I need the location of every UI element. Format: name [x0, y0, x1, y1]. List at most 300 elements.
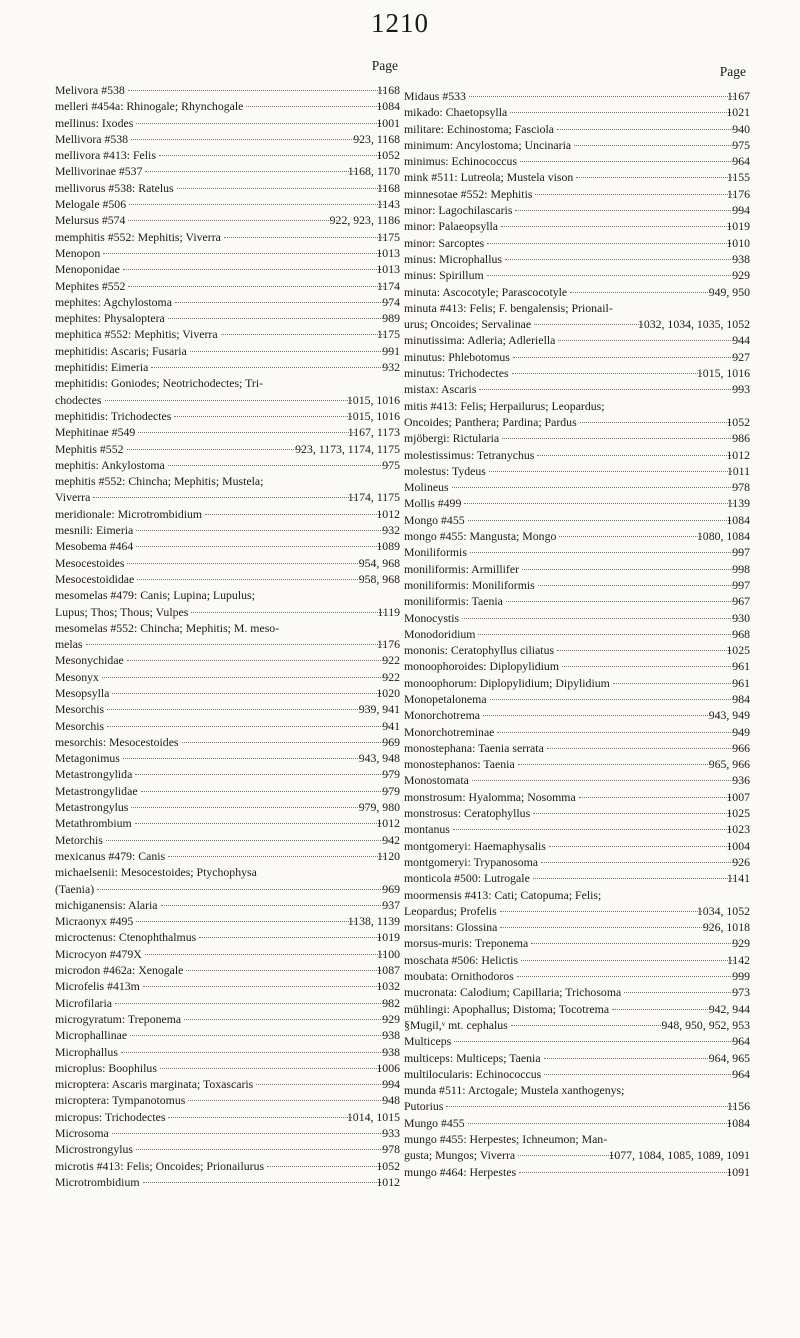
entry-page-refs: 964	[732, 154, 750, 169]
dot-leader	[135, 774, 389, 775]
entry-term: Melursus #574	[55, 213, 126, 228]
entry-term: Mollis #499	[404, 496, 462, 511]
entry-page-refs: 1015, 1016	[346, 392, 400, 407]
dot-leader	[199, 937, 383, 938]
entry-term: mungo #455: Herpestes; Ichneumon; Man-	[404, 1132, 608, 1146]
index-line	[55, 685, 400, 701]
dot-leader	[505, 259, 739, 260]
dot-leader	[159, 155, 383, 156]
index-line	[55, 229, 400, 245]
index-line	[404, 707, 750, 723]
index-line	[404, 1066, 750, 1082]
entry-page-refs: 1077, 1084, 1085, 1089, 1091	[608, 1148, 750, 1163]
dot-leader	[612, 1009, 716, 1010]
index-line	[404, 300, 750, 316]
index-entry	[55, 929, 400, 945]
index-line	[55, 115, 400, 131]
left-column	[55, 58, 400, 1190]
entry-page-refs: 1006	[376, 1060, 400, 1075]
index-line	[404, 838, 750, 854]
index-line	[55, 375, 400, 391]
entry-page-refs: 961	[732, 659, 750, 674]
index-line	[55, 929, 400, 945]
entry-term: microgyratum: Treponema	[55, 1011, 182, 1026]
entry-page-refs: 964	[732, 1066, 750, 1081]
index-line	[55, 196, 400, 212]
index-entry	[55, 913, 400, 929]
index-line	[404, 1017, 750, 1033]
entry-page-refs: 1023	[726, 822, 750, 837]
index-entry	[404, 821, 750, 837]
entry-page-refs: 943, 948	[358, 751, 400, 766]
index-entry	[404, 1001, 750, 1017]
index-entry	[55, 212, 400, 228]
dot-leader	[123, 758, 366, 759]
index-entry	[404, 1066, 750, 1082]
entry-page-refs: 1032, 1034, 1035, 1052	[637, 317, 750, 332]
dot-leader	[143, 1182, 384, 1183]
dot-leader	[107, 726, 389, 727]
index-entry	[404, 561, 750, 577]
dot-leader	[549, 846, 734, 847]
index-entry	[55, 538, 400, 554]
entry-term: munda #511: Arctogale; Mustela xanthogenys;	[404, 1083, 625, 1098]
index-entry	[404, 332, 750, 348]
index-line	[404, 593, 750, 609]
index-entry	[55, 1011, 400, 1027]
entry-term: Mesonyx	[55, 669, 99, 684]
index-line	[55, 587, 400, 603]
index-line	[404, 1098, 750, 1114]
entry-page-refs: 926, 1018	[702, 920, 750, 935]
index-line	[55, 1109, 400, 1125]
entry-term: mikado: Chaetopsylla	[404, 105, 508, 120]
index-entry	[404, 267, 750, 283]
entry-term: mephitis: Ankylostoma	[55, 457, 165, 472]
entry-term: Metathrombium	[55, 816, 132, 831]
index-entry	[55, 750, 400, 766]
index-entry	[55, 1027, 400, 1043]
index-line	[55, 82, 400, 98]
dot-leader	[221, 334, 384, 335]
dot-leader	[93, 497, 354, 498]
entry-page-refs: 975	[732, 137, 750, 152]
index-line	[404, 756, 750, 772]
index-line	[55, 1125, 400, 1141]
entry-page-refs: 923, 1173, 1174, 1175	[295, 441, 400, 456]
entry-term: gusta; Mungos; Viverra	[404, 1148, 516, 1163]
dot-leader	[136, 546, 383, 547]
entry-page-refs: 938	[382, 1028, 400, 1043]
dot-leader	[188, 1100, 389, 1101]
entry-page-refs: 1020	[376, 685, 400, 700]
index-line	[55, 783, 400, 799]
index-line	[404, 267, 750, 283]
dot-leader	[128, 286, 383, 287]
index-entry	[55, 1141, 400, 1157]
entry-page-refs: 1019	[726, 219, 750, 234]
entry-term: Mesocestoides	[55, 555, 125, 570]
index-entry	[404, 121, 750, 137]
entry-term: Midaus #533	[404, 89, 466, 103]
entry-page-refs: 926	[732, 854, 750, 869]
index-line	[55, 1044, 400, 1060]
dot-leader	[512, 373, 704, 374]
index-line	[55, 718, 400, 734]
dot-leader	[127, 449, 303, 450]
entry-term: moniliformis: Armillifer	[404, 561, 520, 576]
entry-page-refs: 941	[382, 718, 400, 733]
index-line	[404, 740, 750, 756]
entry-page-refs: 936	[732, 773, 750, 788]
index-entry	[55, 864, 400, 897]
entry-term: michaelsenii: Mesocestoides; Ptychophysa	[55, 865, 257, 880]
dot-leader	[464, 503, 733, 504]
index-entry	[55, 1076, 400, 1092]
entry-term: (Taenia)	[55, 881, 95, 896]
entry-term: microdon #462a: Xenogale	[55, 963, 184, 978]
entry-page-refs: 933	[382, 1126, 400, 1140]
index-line	[404, 447, 750, 463]
entry-page-refs: 1001	[376, 115, 400, 130]
index-entry	[404, 968, 750, 984]
entry-term: mesorchis: Mesocestoides	[55, 734, 179, 749]
dot-leader	[182, 742, 390, 743]
index-entry	[404, 919, 750, 935]
entry-term: mühlingi: Apophallus; Distoma; Tocotrema	[404, 1001, 610, 1016]
index-line	[404, 1001, 750, 1017]
dot-leader	[141, 791, 390, 792]
dot-leader	[168, 856, 384, 857]
entry-term: mistax: Ascaris	[404, 382, 477, 397]
index-line	[404, 235, 750, 251]
entry-term: Mephitinae #549	[55, 425, 136, 440]
index-entry	[55, 1174, 400, 1190]
index-line	[55, 620, 400, 636]
entry-page-refs: 927	[732, 349, 750, 364]
entry-term: minutus: Phlebotomus	[404, 349, 510, 364]
entry-page-refs: 1167, 1173	[347, 425, 400, 440]
dot-leader	[123, 269, 384, 270]
dot-leader	[177, 188, 384, 189]
index-line	[55, 294, 400, 310]
index-entry	[55, 652, 400, 668]
dot-leader	[130, 1035, 389, 1036]
index-entry	[404, 610, 750, 626]
entry-page-refs: 922	[382, 669, 400, 684]
dot-leader	[537, 455, 733, 456]
dot-leader	[246, 106, 383, 107]
index-entry	[55, 718, 400, 734]
entry-page-refs: 930	[732, 610, 750, 625]
index-line	[404, 1131, 750, 1147]
entry-term: Mellivorinae #537	[55, 164, 143, 179]
index-entry	[55, 131, 400, 147]
dot-leader	[518, 764, 716, 765]
entry-page-refs: 1084	[726, 1115, 750, 1130]
entry-term: minutissima: Adleria; Adleriella	[404, 333, 556, 348]
dot-leader	[138, 432, 355, 433]
index-entry	[404, 104, 750, 120]
dot-leader	[579, 797, 734, 798]
entry-page-refs: 1011	[726, 463, 750, 478]
index-line	[55, 1174, 400, 1190]
dot-leader	[446, 1106, 734, 1107]
index-line	[55, 962, 400, 978]
index-line	[404, 935, 750, 951]
index-entry	[55, 1044, 400, 1060]
index-line	[55, 522, 400, 538]
entry-term: Metastrongylidae	[55, 783, 138, 798]
index-line	[404, 544, 750, 560]
entry-page-refs: 1007	[726, 789, 750, 804]
index-entry	[404, 381, 750, 397]
entry-term: Putorius	[404, 1099, 444, 1114]
index-entry	[55, 261, 400, 277]
dot-leader	[562, 666, 739, 667]
page-number: 1210	[371, 8, 429, 38]
entry-page-refs: 1155	[726, 170, 750, 185]
index-entry	[55, 766, 400, 782]
index-entry	[404, 935, 750, 951]
entry-term: Melogale #506	[55, 197, 127, 212]
index-line	[404, 381, 750, 397]
dot-leader	[511, 1025, 669, 1026]
index-entry	[404, 463, 750, 479]
index-entry	[404, 218, 750, 234]
entry-term: Monodoridium	[404, 626, 476, 641]
index-line	[404, 1147, 750, 1163]
entry-page-refs: 922	[382, 653, 400, 668]
index-entry	[404, 430, 750, 446]
dot-leader	[574, 145, 739, 146]
entry-page-refs: 942, 944	[708, 1001, 750, 1016]
index-entry	[404, 251, 750, 267]
index-entry	[55, 473, 400, 506]
dot-leader	[506, 601, 739, 602]
index-line	[55, 701, 400, 717]
index-line	[55, 506, 400, 522]
dot-leader	[151, 367, 389, 368]
index-line	[55, 864, 400, 880]
index-line	[55, 734, 400, 750]
dot-leader	[534, 324, 645, 325]
dot-leader	[106, 840, 389, 841]
dot-leader	[478, 634, 739, 635]
entry-term: monstrosus: Ceratophyllus	[404, 806, 531, 821]
dot-leader	[168, 1117, 353, 1118]
index-line	[55, 1092, 400, 1108]
index-line	[55, 489, 400, 505]
entry-term: microplus: Boophilus	[55, 1060, 157, 1075]
index-line	[404, 88, 750, 104]
index-entry	[55, 555, 400, 571]
entry-term: minutus: Trichodectes	[404, 366, 509, 381]
dot-leader	[136, 123, 383, 124]
entry-page-refs: 922, 923, 1186	[329, 213, 400, 228]
entry-page-refs: 979	[382, 783, 400, 798]
entry-term: minor: Palaeopsylla	[404, 219, 499, 234]
dot-leader	[501, 226, 733, 227]
index-line	[55, 669, 400, 685]
index-line	[55, 212, 400, 228]
dot-leader	[557, 129, 739, 130]
index-line	[55, 848, 400, 864]
dot-leader	[518, 1155, 615, 1156]
dot-leader	[515, 210, 739, 211]
index-entry	[404, 642, 750, 658]
index-entry	[55, 978, 400, 994]
entry-page-refs: 966	[732, 740, 750, 755]
dot-leader	[500, 911, 704, 912]
index-line	[55, 359, 400, 375]
index-line	[404, 153, 750, 169]
index-entry	[404, 854, 750, 870]
index-entry	[404, 691, 750, 707]
entry-page-refs: 1012	[726, 447, 750, 462]
index-entry	[404, 349, 750, 365]
dot-leader	[135, 823, 384, 824]
index-entry	[404, 88, 750, 104]
index-line	[404, 186, 750, 202]
entry-page-refs: 1167	[726, 89, 750, 103]
index-entry	[404, 838, 750, 854]
entry-term: Mesorchis	[55, 702, 105, 717]
entry-page-refs: 1019	[376, 930, 400, 945]
index-line	[55, 1141, 400, 1157]
entry-page-refs: 986	[732, 431, 750, 446]
entry-term: Lupus; Thos; Thous; Vulpes	[55, 604, 189, 619]
entry-page-refs: 954, 968	[358, 555, 400, 570]
index-line	[55, 408, 400, 424]
dot-leader	[510, 112, 733, 113]
entry-term: Micraonyx #495	[55, 914, 134, 929]
dot-leader	[107, 709, 366, 710]
entry-page-refs: 938	[382, 1044, 400, 1059]
entry-page-refs: 1084	[726, 512, 750, 527]
index-line	[55, 881, 400, 897]
entry-page-refs: 1119	[377, 604, 400, 619]
index-line	[404, 349, 750, 365]
entry-page-refs: 994	[382, 1077, 400, 1092]
index-line	[404, 626, 750, 642]
entry-page-refs: 1012	[376, 816, 400, 831]
index-line	[55, 278, 400, 294]
index-line	[404, 561, 750, 577]
right-column-header: Page	[719, 64, 746, 79]
entry-page-refs: 932	[382, 523, 400, 538]
entry-term: memphitis #552: Mephitis; Viverra	[55, 229, 221, 244]
index-entry	[404, 1164, 750, 1180]
index-entry	[55, 1109, 400, 1125]
entry-page-refs: 1004	[726, 838, 750, 853]
index-line	[55, 636, 400, 652]
index-entry	[404, 365, 750, 381]
entry-term: urus; Oncoides; Servalinae	[404, 317, 532, 332]
entry-page-refs: 1156	[726, 1099, 750, 1114]
left-entries	[55, 82, 400, 1190]
index-line	[55, 978, 400, 994]
index-line	[55, 652, 400, 668]
entry-term: microctenus: Ctenophthalmus	[55, 930, 197, 945]
entry-term: §Mugil,ᵛ mt. cephalus	[404, 1017, 508, 1032]
dot-leader	[102, 677, 389, 678]
index-line	[55, 310, 400, 326]
entry-term: minor: Lagochilascaris	[404, 203, 513, 218]
entry-page-refs: 982	[382, 995, 400, 1010]
entry-page-refs: 1025	[726, 806, 750, 821]
entry-term: molestissimus: Tetranychus	[404, 447, 535, 462]
dot-leader	[487, 243, 733, 244]
entry-term: Mephitis #552	[55, 441, 124, 456]
dot-leader	[472, 780, 739, 781]
index-entry	[55, 506, 400, 522]
index-line	[404, 805, 750, 821]
entry-page-refs: 964	[732, 1034, 750, 1049]
entry-page-refs: 979, 980	[358, 800, 400, 815]
index-entry	[55, 1060, 400, 1076]
entry-page-refs: 1052	[376, 1158, 400, 1173]
entry-term: Microphallinae	[55, 1028, 128, 1043]
index-entry	[404, 772, 750, 788]
dot-leader	[103, 253, 383, 254]
dot-leader	[541, 862, 739, 863]
entry-term: Metagonimus	[55, 751, 120, 766]
entry-page-refs: 997	[732, 577, 750, 592]
entry-page-refs: 932	[382, 360, 400, 375]
entry-page-refs: 958, 968	[358, 571, 400, 586]
dot-leader	[145, 954, 384, 955]
index-line	[404, 414, 750, 430]
entry-page-refs: 994	[732, 203, 750, 218]
entry-term: minuta: Ascocotyle; Parascocotyle	[404, 284, 568, 299]
entry-term: Moniliformis	[404, 545, 467, 560]
dot-leader	[136, 1149, 389, 1150]
entry-term: Microstrongylus	[55, 1142, 133, 1157]
dot-leader	[613, 683, 740, 684]
index-entry	[55, 1092, 400, 1108]
entry-page-refs: 965, 966	[708, 757, 750, 772]
dot-leader	[462, 618, 739, 619]
index-line	[404, 137, 750, 153]
entry-page-refs: 948	[382, 1093, 400, 1108]
index-entry	[55, 245, 400, 261]
entry-term: mitis #413: Felis; Herpailurus; Leopardus;	[404, 398, 605, 413]
index-entry	[55, 408, 400, 424]
entry-term: mucronata: Calodium; Capillaria; Trichosoma	[404, 985, 622, 1000]
entry-page-refs: 1141	[726, 871, 750, 886]
index-entry	[55, 897, 400, 913]
index-line	[404, 610, 750, 626]
dot-leader	[489, 471, 734, 472]
entry-page-refs: 942	[382, 832, 400, 847]
entry-term: chodectes	[55, 392, 102, 407]
entry-term: mephites: Agchylostoma	[55, 294, 172, 309]
index-line	[55, 1158, 400, 1174]
entry-page-refs: 998	[732, 561, 750, 576]
dot-leader	[137, 579, 365, 580]
index-line	[404, 1115, 750, 1131]
entry-page-refs: 1089	[376, 539, 400, 554]
index-entry	[404, 512, 750, 528]
entry-page-refs: 1084	[376, 99, 400, 114]
entry-term: melas	[55, 637, 83, 652]
index-entry	[404, 593, 750, 609]
dot-leader	[468, 520, 734, 521]
dot-leader	[454, 1041, 739, 1042]
entry-page-refs: 967	[732, 594, 750, 609]
dot-leader	[131, 139, 360, 140]
